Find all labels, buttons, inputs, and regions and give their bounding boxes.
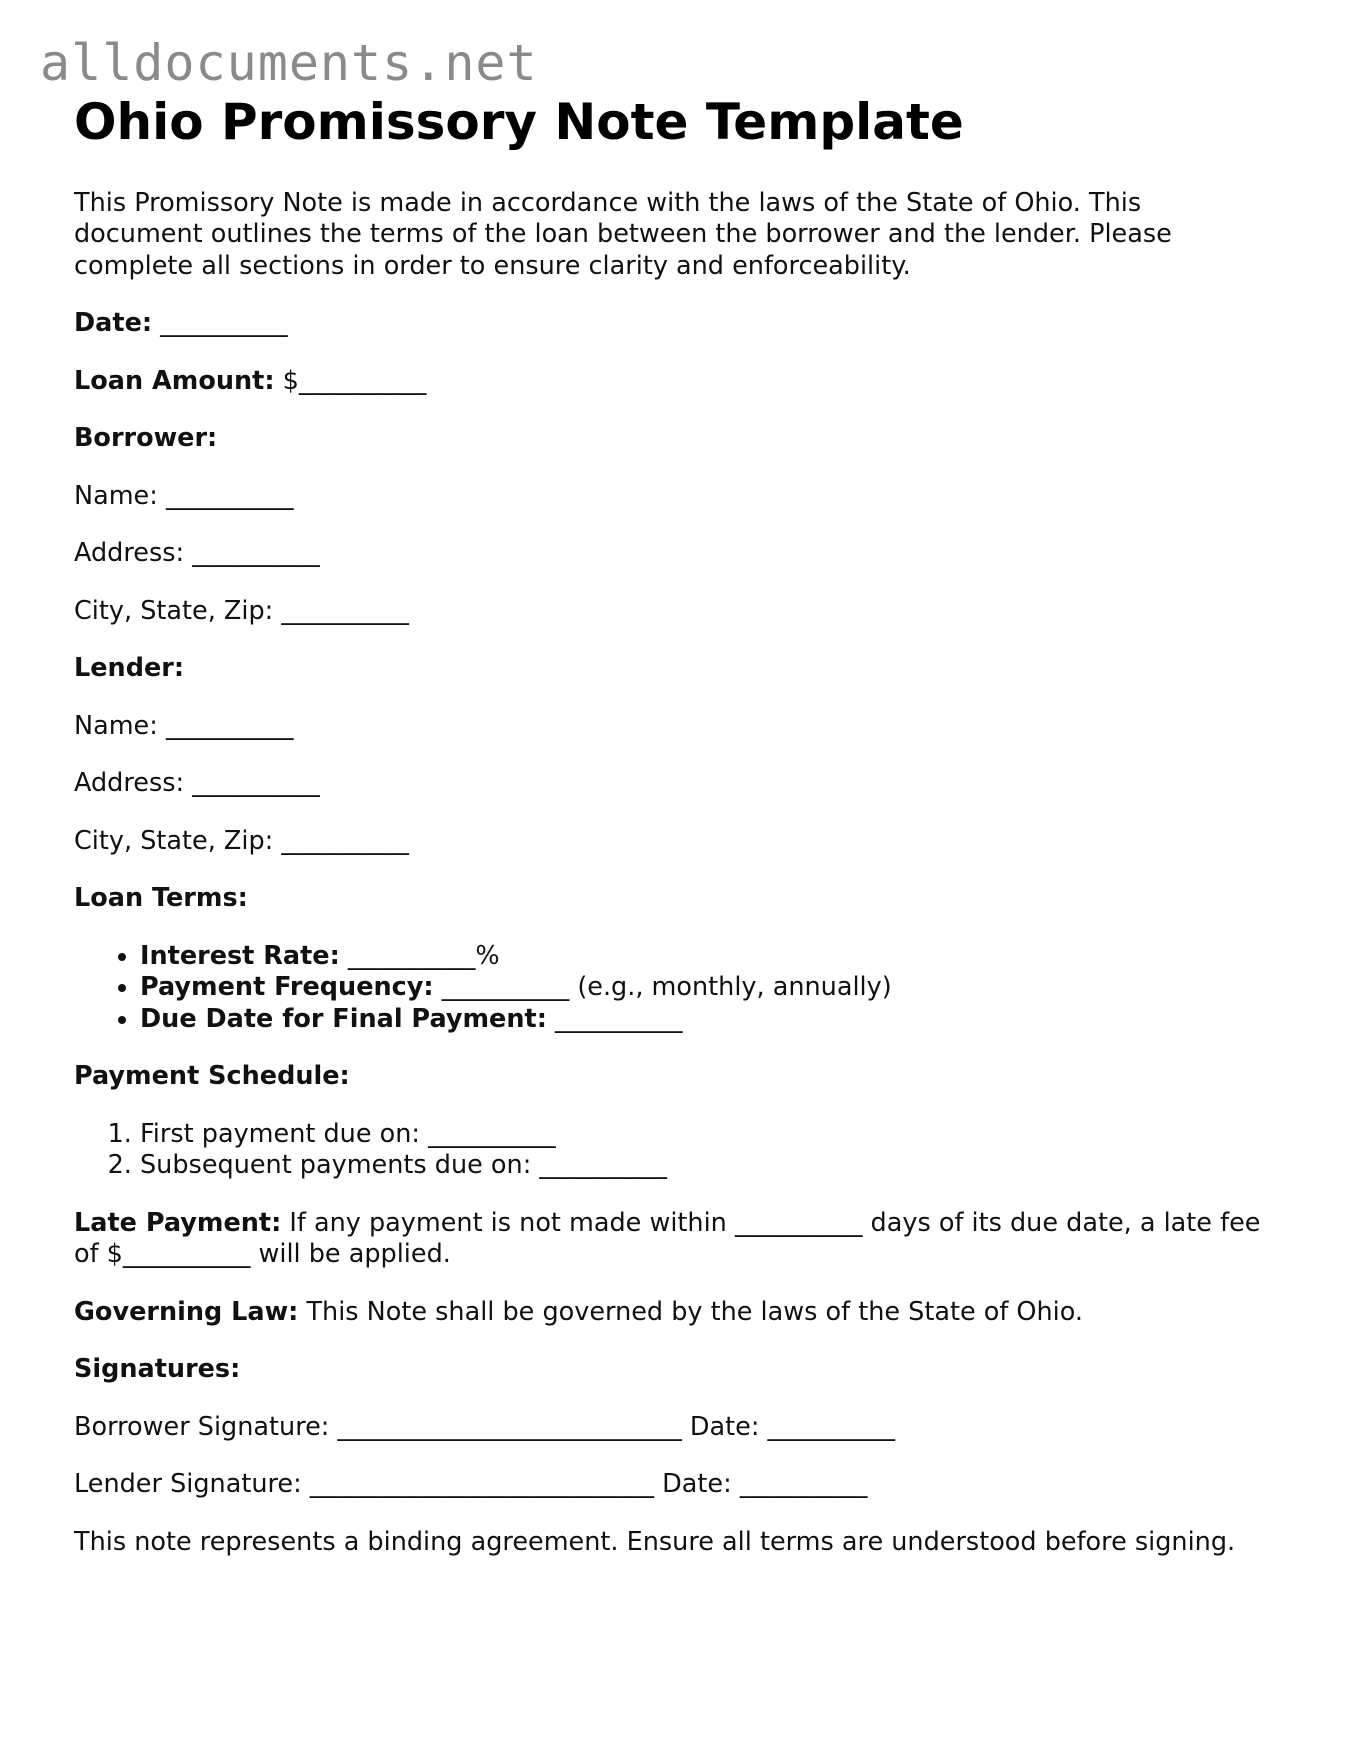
date-label: Date:: [74, 308, 153, 338]
borrower-name-field: [74, 481, 1294, 513]
payment-frequency-item: [140, 972, 1294, 1004]
late-fee-blank[interactable]: __________: [122, 1239, 251, 1269]
date-field: [74, 308, 1294, 340]
document: [74, 94, 1294, 1558]
first-payment-blank[interactable]: __________: [428, 1118, 556, 1149]
borrower-signature-date-blank[interactable]: __________: [767, 1411, 896, 1442]
loan-terms-heading: [74, 883, 1294, 915]
final-payment-label: Due Date for Final Payment:: [140, 1003, 547, 1034]
final-payment-item: [140, 1004, 1294, 1036]
watermark: alldocuments.net: [40, 34, 538, 92]
late-payment-text-a: If any payment is not made within: [289, 1207, 727, 1238]
loan-terms-heading-text: Loan Terms:: [74, 883, 248, 913]
lender-signature-blank[interactable]: ___________________________: [309, 1469, 655, 1499]
loan-amount-blank[interactable]: __________: [298, 365, 427, 396]
payment-frequency-label: Payment Frequency:: [140, 972, 434, 1002]
lender-name-label: Name:: [74, 710, 158, 741]
lender-signature-label: Lender Signature:: [74, 1469, 302, 1499]
subsequent-payments-label: Subsequent payments due on:: [140, 1150, 532, 1180]
governing-law-label: Governing Law:: [74, 1296, 299, 1327]
borrower-address-field: [74, 538, 1294, 570]
payment-frequency-hint: (e.g., monthly, annually): [577, 972, 892, 1002]
intro-paragraph: This Promissory Note is made in accordance with the laws of the State of Ohio. This document outlines the terms of the loan between the borrower and the lender. Please complete all sections in order to ensure clarity and enforceability.: [74, 187, 1172, 281]
lender-city-label: City, State, Zip:: [74, 825, 274, 856]
lender-name-field: [74, 711, 1294, 743]
lender-signature-date-blank[interactable]: __________: [739, 1469, 868, 1499]
lender-city-blank[interactable]: __________: [281, 825, 409, 856]
borrower-signature-date-label: Date:: [689, 1411, 760, 1442]
payment-schedule-heading: [74, 1061, 1294, 1093]
borrower-name-label: Name:: [74, 480, 158, 511]
lender-name-blank[interactable]: __________: [165, 710, 294, 741]
first-payment-item: [140, 1119, 1294, 1151]
percent-sign: %: [475, 940, 500, 971]
borrower-signature-field: [74, 1412, 1294, 1444]
late-payment-text-c: will be applied.: [258, 1239, 451, 1269]
closing-paragraph: This note represents a binding agreement. Ensure all terms are understood before signing.: [74, 1526, 1236, 1557]
loan-terms-list: [74, 941, 1294, 1036]
interest-rate-item: [140, 941, 1294, 973]
borrower-signature-blank[interactable]: ___________________________: [337, 1411, 682, 1442]
signatures-heading: [74, 1354, 1294, 1386]
late-payment-clause: [74, 1208, 1274, 1271]
governing-law-text: This Note shall be governed by the laws of the State of Ohio.: [306, 1296, 1084, 1327]
borrower-signature-label: Borrower Signature:: [74, 1411, 330, 1442]
late-payment-text-b: days of its due date, a late fee of $: [74, 1207, 1261, 1269]
late-days-blank[interactable]: __________: [734, 1207, 863, 1238]
lender-signature-date-label: Date:: [662, 1469, 732, 1499]
signatures-heading-text: Signatures:: [74, 1354, 241, 1384]
late-payment-label: Late Payment:: [74, 1207, 282, 1238]
interest-rate-label: Interest Rate:: [140, 940, 340, 971]
lender-address-field: [74, 768, 1294, 800]
lender-heading-text: Lender:: [74, 653, 185, 683]
borrower-address-label: Address:: [74, 538, 185, 568]
final-payment-blank[interactable]: __________: [555, 1003, 683, 1034]
borrower-city-blank[interactable]: __________: [281, 595, 409, 626]
payment-schedule-heading-text: Payment Schedule:: [74, 1061, 350, 1091]
borrower-heading: [74, 423, 1294, 455]
loan-amount-field: [74, 366, 1294, 398]
interest-rate-blank[interactable]: __________: [347, 940, 476, 971]
subsequent-payments-blank[interactable]: __________: [539, 1150, 667, 1180]
dollar-sign: $: [282, 365, 299, 396]
governing-law-clause: [74, 1297, 1294, 1329]
payment-frequency-blank[interactable]: __________: [441, 972, 570, 1002]
lender-address-label: Address:: [74, 768, 185, 798]
page-title: Ohio Promissory Note Template: [74, 93, 964, 151]
lender-heading: [74, 653, 1294, 685]
lender-signature-field: [74, 1469, 1294, 1501]
loan-amount-label: Loan Amount:: [74, 365, 275, 396]
borrower-heading-text: Borrower:: [74, 423, 218, 453]
first-payment-label: First payment due on:: [140, 1118, 420, 1149]
date-blank[interactable]: __________: [160, 308, 288, 338]
lender-city-field: [74, 826, 1294, 858]
subsequent-payments-item: [140, 1150, 1294, 1182]
borrower-city-field: [74, 596, 1294, 628]
borrower-address-blank[interactable]: __________: [192, 538, 320, 568]
payment-schedule-list: [74, 1119, 1294, 1182]
lender-address-blank[interactable]: __________: [192, 768, 320, 798]
borrower-city-label: City, State, Zip:: [74, 595, 274, 626]
borrower-name-blank[interactable]: __________: [165, 480, 294, 511]
